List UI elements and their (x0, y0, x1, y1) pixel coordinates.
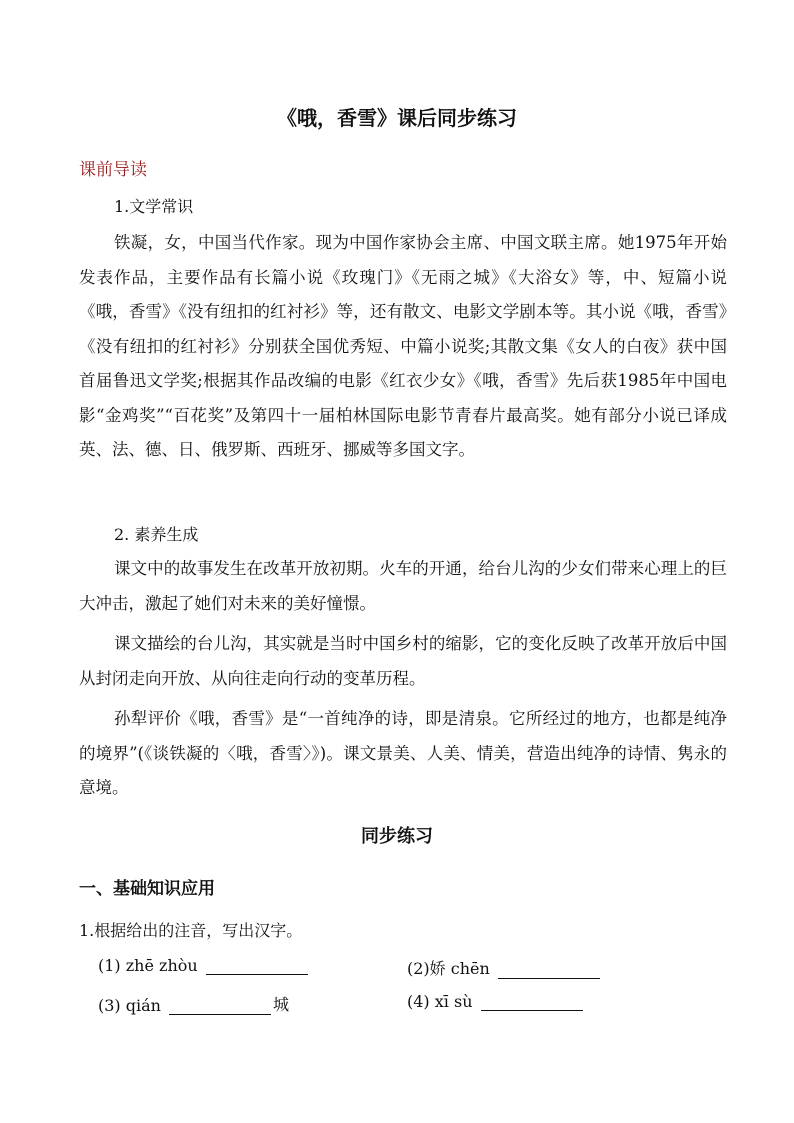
item-suffix: 城 (272, 995, 289, 1014)
paragraph-sunli-review: 孙犁评价《哦，香雪》是“一首纯净的诗，即是清泉。它所经过的地方，也都是纯净的境界”(《谈铁凝的〈哦，香雪〉》)。课文景美、人美、情美，营造出纯净的诗情、隽永的意境。 (79, 709, 727, 797)
item-label: (3) qián (98, 996, 161, 1015)
answer-blank[interactable] (498, 960, 600, 979)
paragraph-village-meaning: 课文描绘的台儿沟，其实就是当时中国乡村的缩影，它的变化反映了改革开放后中国从封闭走向开放、从向往走向行动的变革历程。 (79, 634, 727, 688)
question-1-item-1 (98, 956, 310, 975)
subsection-title-literacy: 2. 素养生成 (114, 525, 199, 544)
part-one-heading: 一、基础知识应用 (79, 879, 215, 899)
question-1-prompt: 1.根据给出的注音，写出汉字。 (79, 921, 303, 940)
item-label: (4) xī sù (407, 992, 473, 1011)
item-label: (1) zhē zhòu (98, 956, 198, 975)
question-1-item-2 (407, 956, 602, 979)
page-title: 《哦，香雪》课后同步练习 (277, 106, 517, 130)
answer-blank[interactable] (169, 996, 271, 1015)
answer-blank[interactable] (206, 956, 308, 975)
paragraph-story-setting: 课文中的故事发生在改革开放初期。火车的开通，给台儿沟的少女们带来心理上的巨大冲击，激起了她们对未来的美好憧憬。 (79, 559, 727, 613)
item-label: (2)娇 chēn (407, 959, 490, 978)
question-1-item-3 (98, 992, 289, 1015)
subsection-title-literature: 1.文学常识 (114, 197, 194, 216)
paragraph-author-intro: 铁凝，女，中国当代作家。现为中国作家协会主席、中国文联主席。她1975年开始发表作品，主要作品有长篇小说《玫瑰门》《无雨之城》《大浴女》等，中、短篇小说《哦，香雪》《没有纽扣的红衬衫》等，还有散文、电影文学剧本等。其小说《哦，香雪》《没有纽扣的红衬衫》分别获全国优秀短、中篇小说奖;其散文集《女人的白夜》获中国首届鲁迅文学奖;根据其作品改编的电影《红衣少女》《哦，香雪》先后获1985年中国电影“金鸡奖”“百花奖”及第四十一届柏林国际电影节青春片最高奖。她有部分小说已译成英、法、德、日、俄罗斯、西班牙、挪威等多国文字。 (79, 233, 727, 459)
answer-blank[interactable] (481, 992, 583, 1011)
section-heading: 课前导读 (79, 160, 147, 180)
practice-heading: 同步练习 (361, 826, 433, 847)
question-1-item-4 (407, 992, 585, 1011)
